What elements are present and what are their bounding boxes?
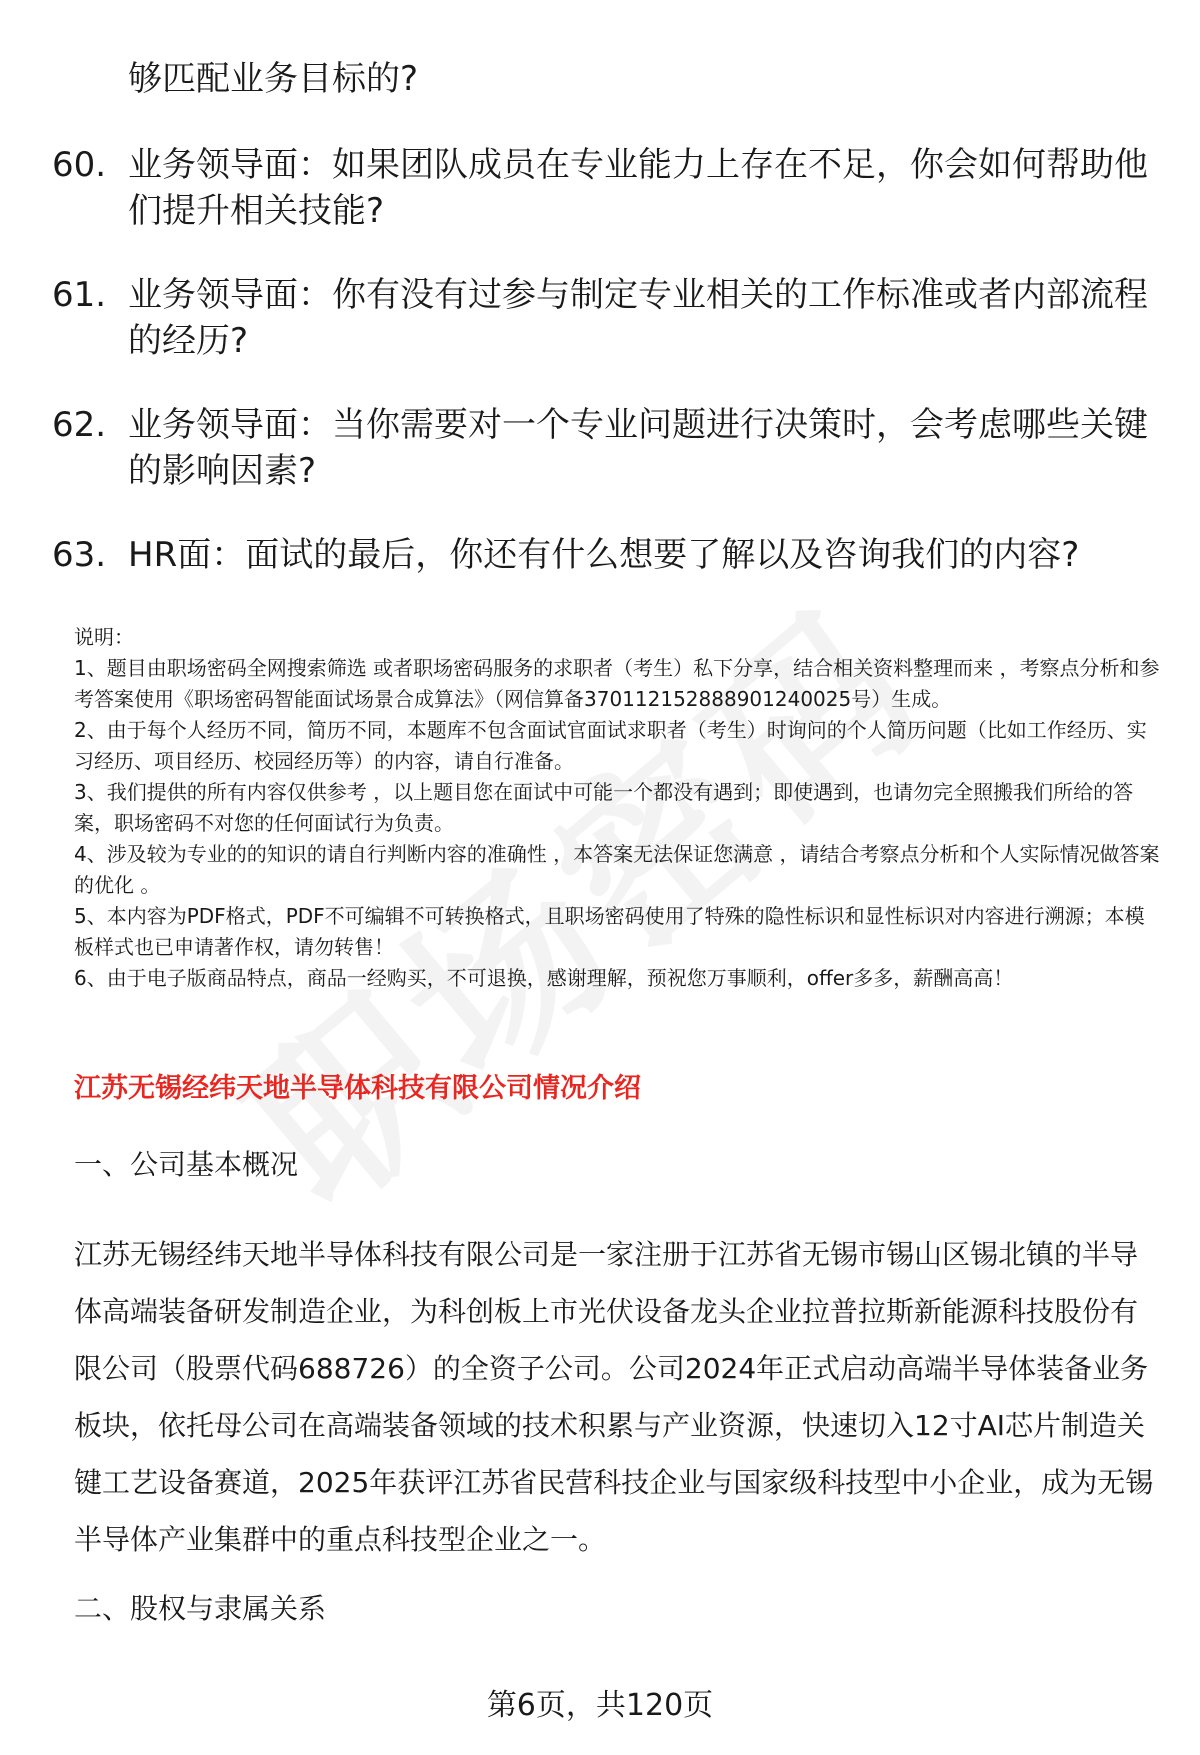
note-item: 4、涉及较为专业的的知识的请自行判断内容的准确性 ，本答案无法保证您满意 ，请结合考察点分析和个人实际情况做答案的优化 。 [74, 842, 1160, 897]
note-item: 3、我们提供的所有内容仅供参考 ，以上题目您在面试中可能一个都没有遇到；即使遇到，也请勿完全照搬我们所给的答案，职场密码不对您的任何面试行为负责。 [74, 780, 1134, 835]
question-number: 61. [52, 275, 107, 315]
question-number: 60. [52, 145, 107, 185]
section-heading-equity: 二、股权与隶属关系 [74, 1592, 327, 1625]
question-number: 63. [52, 535, 107, 575]
question-continuation: 够匹配业务目标的? [128, 59, 419, 99]
question-item [52, 402, 1152, 494]
notes-title: 说明： [74, 625, 134, 649]
question-list [52, 142, 1152, 578]
question-item [52, 142, 1152, 234]
company-overview-paragraph: 江苏无锡经纬天地半导体科技有限公司是一家注册于江苏省无锡市锡山区锡北镇的半导体高端装备研发制造企业，为科创板上市光伏设备龙头企业拉普拉斯新能源科技股份有限公司（股票代码688726）的全资子公司。公司2024年正式启动高端半导体装备业务板块，依托母公司在高端装备领域的技术积累与产业资源，快速切入12寸AI芯片制造关键工艺设备赛道，2025年获评江苏省民营科技企业与国家级科技型中小企业，成为无锡半导体产业集群中的重点科技型企业之一。 [74, 1238, 1154, 1556]
note-item: 1、题目由职场密码全网搜索筛选 或者职场密码服务的求职者（考生）私下分享，结合相关资料整理而来 ，考察点分析和参考答案使用《职场密码智能面试场景合成算法》（网信算备370112152888901240025号）生成。 [74, 656, 1160, 711]
section-heading-overview: 一、公司基本概况 [74, 1148, 299, 1181]
note-item: 5、本内容为PDF格式，PDF不可编辑不可转换格式，且职场密码使用了特殊的隐性标识和显性标识对内容进行溯源；本模板样式也已申请著作权，请勿转售！ [74, 904, 1145, 959]
note-item: 2、由于每个人经历不同，简历不同，本题库不包含面试官面试求职者（考生）时询问的个人简历问题（比如工作经历、实习经历、项目经历、校园经历等）的内容，请自行准备。 [74, 718, 1147, 773]
question-item [52, 272, 1152, 364]
question-text: 业务领导面：如果团队成员在专业能力上存在不足，你会如何帮助他们提升相关技能? [128, 145, 1148, 231]
question-text: 业务领导面：你有没有过参与制定专业相关的工作标准或者内部流程的经历? [128, 275, 1148, 361]
question-number: 62. [52, 405, 107, 445]
question-text: 业务领导面：当你需要对一个专业问题进行决策时，会考虑哪些关键的影响因素? [128, 405, 1148, 491]
question-text: HR面：面试的最后，你还有什么想要了解以及咨询我们的内容? [128, 535, 1080, 575]
notes-block [74, 622, 1160, 994]
company-title: 江苏无锡经纬天地半导体科技有限公司情况介绍 [74, 1073, 641, 1104]
note-item: 6、由于电子版商品特点，商品一经购买，不可退换，感谢理解，预祝您万事顺利，offer多多，薪酬高高！ [74, 966, 1014, 990]
question-item [52, 532, 1152, 578]
page-number: 第6页，共120页 [486, 1688, 714, 1723]
